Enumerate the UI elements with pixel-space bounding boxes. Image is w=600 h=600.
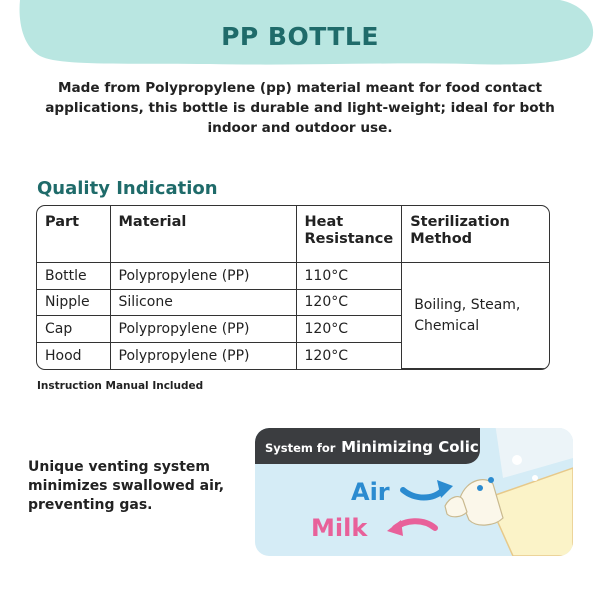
quality-indication-heading: Quality Indication (37, 178, 218, 199)
product-description: Made from Polypropylene (pp) material meant for food contact applications, this bottle is durable and light-weight; ideal for both indoor and outdoor use. (45, 80, 555, 136)
instruction-manual-note: Instruction Manual Included (37, 380, 204, 392)
air-label: Air (351, 478, 390, 506)
header-part: Part (37, 206, 110, 263)
cell-heat: 120°C (296, 342, 402, 369)
cell-heat: 120°C (296, 289, 402, 316)
cell-heat: 110°C (296, 263, 402, 290)
cell-part: Cap (37, 316, 110, 343)
header-material: Material (110, 206, 296, 263)
cell-material: Polypropylene (PP) (110, 342, 296, 369)
cell-part: Nipple (37, 289, 110, 316)
colic-header-big: Minimizing Colic (341, 438, 479, 456)
cell-material: Polypropylene (PP) (110, 263, 296, 290)
cell-part: Hood (37, 342, 110, 369)
cell-part: Bottle (37, 263, 110, 290)
page-title: PP BOTTLE (221, 22, 379, 51)
cell-heat: 120°C (296, 316, 402, 343)
cell-material: Silicone (110, 289, 296, 316)
table-row (37, 263, 549, 290)
quality-table (36, 205, 550, 370)
venting-description: Unique venting system minimizes swallowed air, preventing gas. (28, 459, 225, 513)
header-heat-resistance: Heat Resistance (296, 206, 402, 263)
colic-header-title (265, 437, 479, 456)
colic-header-small: System for (265, 441, 336, 455)
header-sterilization-method: Sterilization Method (402, 206, 549, 263)
colic-system-panel (255, 428, 573, 556)
cell-sterilization-method: Boiling, Steam, Chemical (402, 263, 549, 369)
colic-header-bar (255, 428, 480, 464)
cell-material: Polypropylene (PP) (110, 316, 296, 343)
table-header-row (37, 206, 549, 263)
milk-label: Milk (311, 514, 368, 542)
